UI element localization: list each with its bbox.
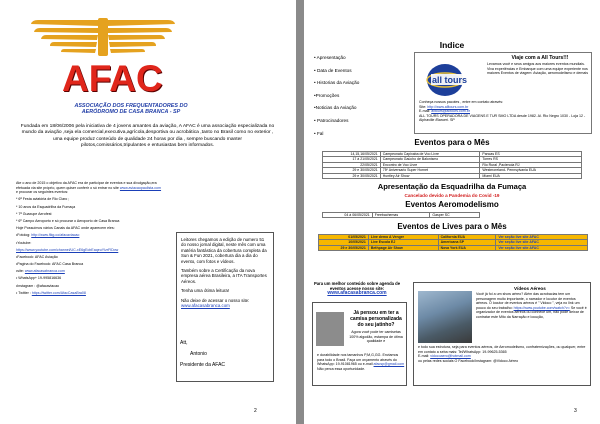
event-item: * 6ª Festa aviatória de Rio Claro ; <box>16 197 70 202</box>
table-cell: Freebachemas <box>372 213 430 218</box>
month-events-table <box>322 151 582 179</box>
agenda-note: Para um melhor conteúdo sobre agenda de eventos acesse nosso site: www.afacasabranca.com <box>313 281 401 296</box>
index-item[interactable]: • Historias da Aviação <box>314 80 360 86</box>
table-cell: 75º Aniversario Super Hornet <box>380 168 480 173</box>
table-cell: Nova York EUA <box>438 245 496 250</box>
shirt-promo-box <box>312 302 407 386</box>
channels-intro: Hoje Possuímos vários Canais da AFAC onde aparecem eles: <box>16 226 115 231</box>
table-cell: Miami EUA <box>480 173 582 178</box>
note-p1: Leitores chegamos a edição de numero 51 do nosso jornal digital, neste mês com uma matéria fantástica da cobertura completa da Sun & Fun 2021, cobertura dia a dia do evento, com fotos e vídeos. <box>181 237 267 264</box>
agenda-site-link[interactable]: www.afacasabranca.com <box>327 290 387 296</box>
afac-logo <box>28 10 188 120</box>
channels-column <box>16 181 164 298</box>
video-title: Vídeos Aéreos <box>514 286 546 291</box>
video-text1: Você já foi a um show aéreo? Além das acrobacias tem um personagem muito importante, o narrador e locutor de eventos aéreos. O locutor de eventos aéreos é " Vidoco ", veja no link um pouco do seu trabalho: https://www.youtube.com/watch?v= Se você é organizador de eventos aéreos ou conhece um, não pode deixar de contratar este Mito da Narração e locução, <box>476 292 587 319</box>
page-number: 3 <box>574 408 577 414</box>
table-cell: Encontro de Voo Livre <box>380 162 480 167</box>
ad-text2: Conheça nossos pacotes , entre em contato através: Site: http://www.alltours.com.br E-mail: alltours@alltours.com.br ALL TOURS OPERADORA DE VIAGENS E TUR SMO LTDA desde 1982. Al. Rio Negro 1030 - Loja 12 - Alphaville /Barueri. SP <box>419 100 586 123</box>
flickr-line: •Fotolog: http://www.flkg.co/afacaviacao <box>16 233 80 238</box>
table-cell[interactable]: Ver seção live site AFAC <box>496 235 588 240</box>
index-title: Indice <box>439 40 465 50</box>
note-p3: Tenha uma ótima leitura! <box>181 288 230 294</box>
wings-icon <box>28 12 178 62</box>
table-cell: 10/05/2021 <box>319 240 369 245</box>
table-cell[interactable]: Ver seção live site AFAC <box>496 240 588 245</box>
sign-name: Antonio <box>190 351 207 357</box>
table-cell[interactable]: Ver seção live site AFAC <box>496 245 588 250</box>
table-cell: 29 e 30/05/2021 <box>323 168 381 173</box>
youtube-link[interactable]: https://www.youtube.com/channel/UC-xE6gEcbEaqeuYIzrFlDow <box>16 247 119 252</box>
note-p4: Não deixe de acessar o nosso site: www.afacasabranca.com <box>181 297 250 309</box>
ad-email-link[interactable]: alltours@alltours.com.br <box>431 109 470 114</box>
video-youtube-link[interactable]: https://www.youtube.com/watch?v= <box>513 305 570 310</box>
month-events-title: Eventos para o Mês <box>414 138 490 147</box>
alltours-logo-icon <box>421 61 481 99</box>
intro-paragraph: Fundada em 18/06/2006 pela iniciativa de 4 jovens amantes da aviação, A AFAC é uma associação especializada no mundo da aviação ,seja ela comercial,executiva,agrícola,desportiva ou acrobática ,tanto no Brasil como no exterior , uma equipe produz conteúdo de qualidade 24 horas por dia , sempre buscando manter pilotos,comissários,tripulantes e entusiastas bem informados. <box>20 124 275 149</box>
sign-role: Presidente da AFAC <box>180 362 226 368</box>
shirt-text2: e durabilidade nos tamanhos P,M,G,GG. Enviamos para todo o Brasil. Faça um orçamento através do WhatsApp: 19-91081965 ou e-mail afacsp@gmail.com Não perca essa oportunidade. <box>317 353 405 371</box>
table-cell: Campeonato Gaúcho de Balonismo <box>380 157 480 162</box>
site-line: •site: www.afacasabranca.com <box>16 269 65 274</box>
table-cell: Bethpage Air Show <box>368 245 438 250</box>
signature <box>180 338 280 371</box>
page-number: 2 <box>254 408 257 414</box>
sign-att: Att, <box>180 340 188 346</box>
shirt-question: Já pensou em ter a camisa personalizada do seu jatinho? <box>350 310 402 328</box>
table-cell: Torres RS <box>480 157 582 162</box>
video-text2: e todo sua estrutura, seja para eventos aéreos, de Aeromodelismo, confraternizações, ou qualquer, entre em contato a seba mais: Tel/WhatsApp: 19-99625-5365 E-mail: vidocoaero@hotmail.com ou pelas redes sociais O Facebook/Instagram: @Vidoco Aéreo <box>418 345 586 363</box>
index-list <box>314 55 409 143</box>
twitter-line: • Twitter : https://twitter.com/AfacCasaBra08 <box>16 290 86 295</box>
table-cell: Live Escola EJ <box>368 240 438 245</box>
page-right <box>304 0 600 424</box>
table-cell: California EUA <box>438 235 496 240</box>
event-item: * 10 anos da Esquadrilha da Fumaça <box>16 204 76 209</box>
fumaca-title: Apresentação da Esquadrilha da Fumaça <box>377 182 527 191</box>
afac-subtitle: ASSOCIAÇÃO DOS FREQUENTADORES DO AERÓDROMO DE CASA BRANCA - SP <box>74 103 188 116</box>
note-p2: Também sobre a Certificação da nova empresa aérea Brasileira, a ITA Transportes Aéreos. <box>181 268 267 284</box>
body-intro: Ate o ano de 2015 o objetivo da AFAC era de participar de eventos e sua divulgação,era efetuada via site próprio, quem quiser conferir o só entrar no site www.aviacaopaulista.com e procurar os seguintes eventos: <box>16 181 162 195</box>
index-item[interactable]: • Fal <box>314 130 324 136</box>
ad-site-link[interactable]: http://www.alltours.com.br <box>427 104 469 109</box>
facebook-label: •Facebook: AFAC Aviação <box>16 254 58 259</box>
whatsapp-line: • WhatsApp+ 19-995816636 <box>16 276 62 281</box>
instagram-line: •Instagram : @afacaviacao <box>16 283 60 288</box>
table-cell: Americana SP <box>438 240 496 245</box>
table-cell: Pancas ES <box>480 152 582 157</box>
table-cell: 04 à 06/05/2021 <box>323 213 373 218</box>
table-cell: 29 e 30/05/2021 <box>323 173 381 178</box>
ad-text1: Levamos você e seus amigos aos maiores eventos mundiais. Viva experiências e Embarque com uma equipe experiente nos maiores Eventos de viagem: Aviação, aeromodelismo e demais <box>487 62 589 76</box>
afac-acronym: AFAC <box>62 58 163 99</box>
narrator-photo <box>418 291 472 343</box>
table-cell: 29 e 30/05/2021 <box>319 245 369 250</box>
index-item[interactable]: •Promoções <box>314 92 340 98</box>
page-left <box>0 0 296 424</box>
youtube-label: •Youtube: <box>16 240 32 245</box>
table-cell: Westmoreland- Pennsylvania EUA <box>480 168 582 173</box>
alltours-brand: all tours <box>432 75 468 85</box>
note-site-link[interactable]: www.afacasabranca.com <box>181 303 230 309</box>
video-aereo-box <box>413 282 591 386</box>
aero-events-table <box>322 212 480 218</box>
table-cell: Gasper SC <box>430 213 480 218</box>
table-cell: 14,15,16/05/2021 <box>323 152 381 157</box>
table-cell: Campeonato Capixaba de Voo Livre <box>380 152 480 157</box>
table-row <box>319 245 588 250</box>
index-item[interactable]: • Apresentação <box>314 55 346 60</box>
table-cell: 01/05/2021 <box>319 235 369 240</box>
table-cell: Live demo A Venger <box>368 235 438 240</box>
shirt-text1: Agora você pode ter camisetas 100% algodão, estampa de ótima qualidade e <box>349 330 403 344</box>
flickr-link[interactable]: http://www.flkg.co/afacaviacao <box>31 233 80 238</box>
aviacao-paulista-link[interactable]: www.aviacaopaulista.com <box>119 185 162 190</box>
alltours-ad <box>414 52 592 134</box>
lives-table <box>318 234 588 251</box>
table-cell: 17 à 21/05/2021 <box>323 157 381 162</box>
table-cell: 22/05/2021 <box>323 162 381 167</box>
shirt-email-link[interactable]: afacsp@gmail.com <box>373 362 405 367</box>
table-cell: Rio Rural ,Pacienoia RJ <box>480 162 582 167</box>
twitter-link[interactable]: https://twitter.com/AfacCasaBra08 <box>31 290 86 295</box>
index-item[interactable]: • Patrocinadores <box>314 117 349 123</box>
index-item[interactable]: • Data de Eventos <box>314 67 352 73</box>
lives-title: Eventos de Lives para o Mês <box>397 222 507 231</box>
ad-title: Viaje com a All Tours!!! <box>511 55 569 61</box>
table-row <box>323 173 582 178</box>
index-item[interactable]: •Noticias da Aviação <box>314 105 357 111</box>
shirt-photo <box>316 312 344 346</box>
aero-title: Eventos Aeromodelismo <box>405 200 499 209</box>
event-item: * 6º Campo Aeroporto e só procurar o Aeroporto de Casa Branca <box>16 218 120 223</box>
event-item: * 7ª Guaxupe Aerofest <box>16 211 52 216</box>
table-row <box>323 213 480 218</box>
facebook-page: •Pagina do Facebook: AFAC Casa Branca <box>16 262 84 267</box>
fumaca-cancel: Cancelado devido a Pandemia do Covid -19 <box>404 193 500 198</box>
video-email-link[interactable]: vidocoaero@hotmail.com <box>430 354 471 359</box>
table-cell: Huntley Air Show <box>380 173 480 178</box>
site-link[interactable]: www.afacasabranca.com <box>24 269 65 274</box>
